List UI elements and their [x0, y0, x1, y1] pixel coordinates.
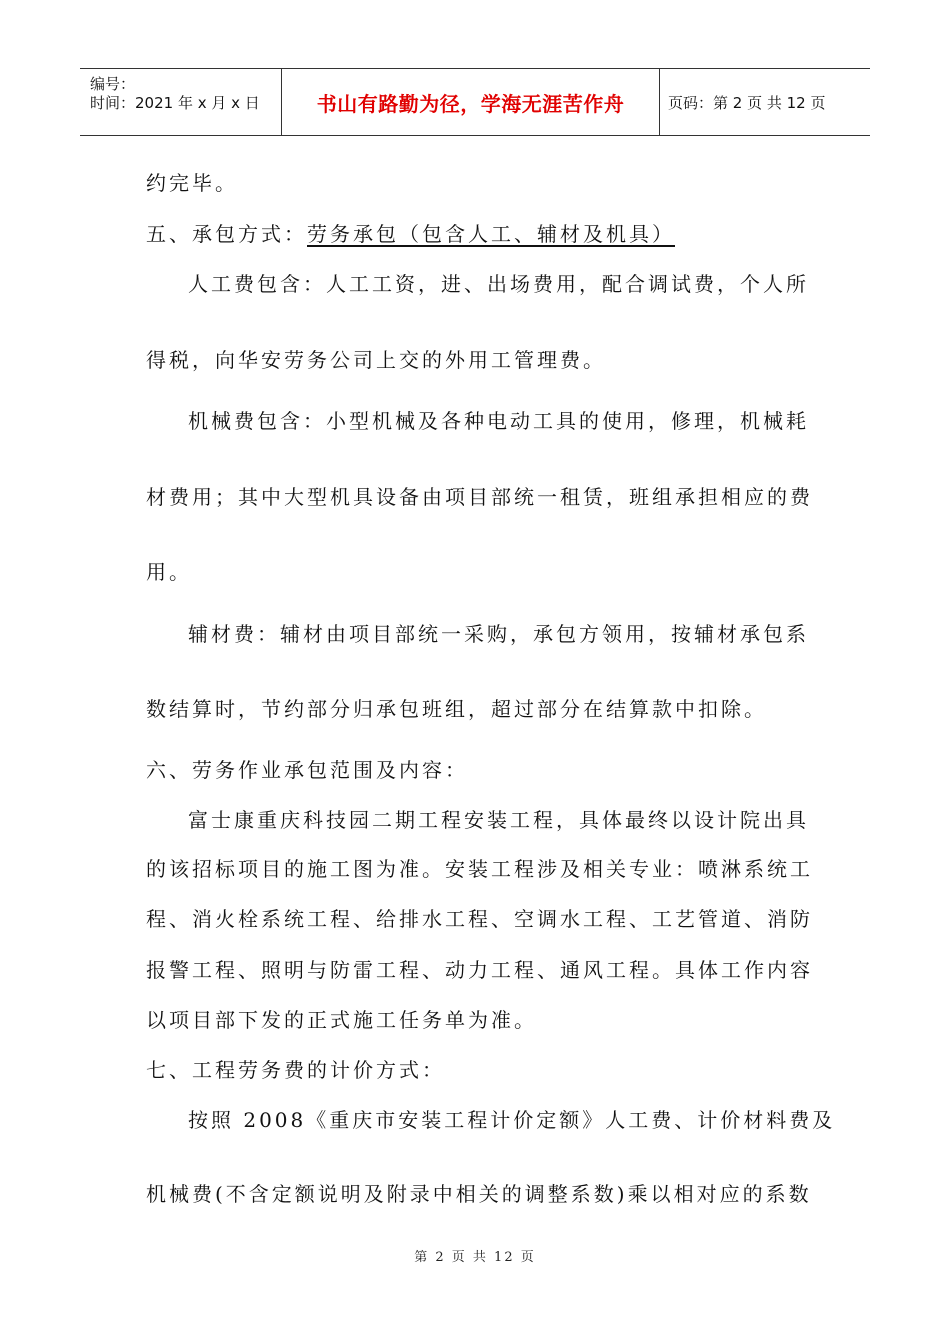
paragraph-line: 按照 2008《重庆市安装工程计价定额》人工费、计价材料费及	[188, 1108, 836, 1132]
header-page-info: 页码：第 2 页 共 12 页	[668, 93, 826, 112]
paragraph-line: 辅材费：辅材由项目部统一采购，承包方领用，按辅材承包系	[188, 622, 809, 646]
paragraph-line: 材费用；其中大型机具设备由项目部统一租赁，班组承担相应的费	[146, 485, 813, 509]
header-meta	[80, 69, 282, 135]
paragraph-line: 以项目部下发的正式施工任务单为准。	[146, 1008, 537, 1032]
section-heading-prefix: 五、承包方式：	[146, 222, 307, 246]
doc-time-label: 时间：2021 年 x 月 x 日	[90, 94, 260, 112]
page-footer: 第 2 页 共 12 页	[414, 1250, 536, 1265]
paragraph-line: 程、消火栓系统工程、给排水工程、空调水工程、工艺管道、消防	[146, 907, 813, 931]
paragraph-line: 的该招标项目的施工图为准。安装工程涉及相关专业：喷淋系统工	[146, 857, 813, 881]
underlined-text: 劳务承包（包含人工、辅材及机具）	[307, 222, 675, 246]
paragraph-line: 得税，向华安劳务公司上交的外用工管理费。	[146, 348, 606, 372]
header-motto: 书山有路勤为径，学海无涯苦作舟	[282, 69, 660, 135]
section-heading-7: 七、工程劳务费的计价方式：	[146, 1058, 445, 1082]
doc-code-label: 编号：	[90, 75, 136, 93]
paragraph-line: 约完毕。	[146, 171, 238, 195]
section-heading-6: 六、劳务作业承包范围及内容：	[146, 758, 468, 782]
paragraph-line: 人工费包含：人工工资，进、出场费用，配合调试费，个人所	[188, 272, 809, 296]
page-header	[80, 68, 870, 136]
section-heading-5	[146, 221, 675, 247]
paragraph-line: 机械费(不含定额说明及附录中相关的调整系数)乘以相对应的系数	[146, 1182, 812, 1206]
paragraph-line: 报警工程、照明与防雷工程、动力工程、通风工程。具体工作内容	[146, 958, 813, 982]
paragraph-line: 数结算时，节约部分归承包班组，超过部分在结算款中扣除。	[146, 697, 767, 721]
paragraph-line: 富士康重庆科技园二期工程安装工程，具体最终以设计院出具	[188, 808, 809, 832]
paragraph-line: 用。	[146, 560, 192, 584]
paragraph-line: 机械费包含：小型机械及各种电动工具的使用，修理，机械耗	[188, 409, 809, 433]
